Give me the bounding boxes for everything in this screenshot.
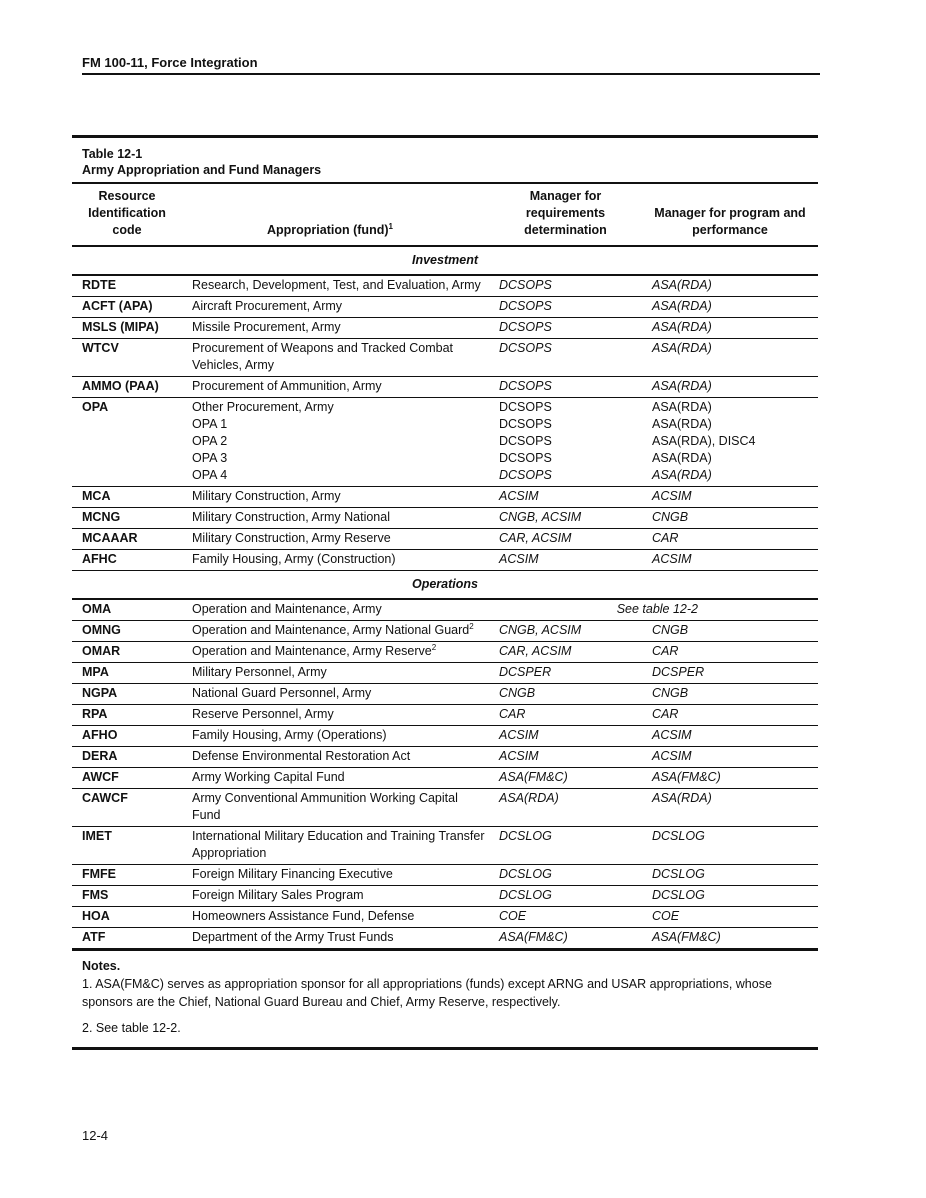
row-code: MSLS (MIPA): [72, 318, 182, 339]
section-label: Operations: [72, 571, 818, 600]
row-appropriation: Military Construction, Army: [182, 487, 489, 508]
row-appropriation: [182, 642, 489, 663]
notes-title: Notes.: [82, 959, 121, 973]
row-code: NGPA: [72, 684, 182, 705]
opa-req: DCSOPS: [499, 434, 552, 448]
row-program-manager: DCSLOG: [642, 827, 818, 865]
table-row: [72, 297, 818, 318]
opa-req: DCSOPS: [499, 400, 552, 414]
row-program-manager: CAR: [642, 705, 818, 726]
row-requirements-manager: CAR: [489, 705, 642, 726]
row-requirements-manager: CAR, ACSIM: [489, 642, 642, 663]
row-code: AFHO: [72, 726, 182, 747]
opa-req: DCSOPS: [499, 451, 552, 465]
row-appropriation: [182, 621, 489, 642]
table-notes: [72, 949, 818, 1047]
row-program-manager: ASA(RDA): [642, 789, 818, 827]
footnote-marker: 2: [469, 621, 474, 631]
table-row: [72, 529, 818, 550]
row-requirements-manager: [489, 398, 642, 487]
row-code: MCA: [72, 487, 182, 508]
table-row: [72, 508, 818, 529]
row-code: ACFT (APA): [72, 297, 182, 318]
page-header: FM 100-11, Force Integration: [82, 55, 820, 75]
row-requirements-manager: ACSIM: [489, 550, 642, 571]
table-row: [72, 663, 818, 684]
row-program-manager: CNGB: [642, 684, 818, 705]
row-program-manager: DCSLOG: [642, 886, 818, 907]
opa-subitem: OPA 3: [192, 451, 228, 465]
row-program-manager: CNGB: [642, 508, 818, 529]
opa-prog: ASA(RDA), DISC4: [652, 434, 756, 448]
table-row: [72, 642, 818, 663]
table-row: [72, 705, 818, 726]
col-header-code: Resource Identification code: [72, 184, 182, 246]
row-program-manager: ASA(RDA): [642, 339, 818, 377]
row-program-manager: ASA(RDA): [642, 275, 818, 297]
row-appropriation: Procurement of Ammunition, Army: [182, 377, 489, 398]
row-appropriation: Family Housing, Army (Operations): [182, 726, 489, 747]
row-program-manager: DCSLOG: [642, 865, 818, 886]
fund-managers-table: [72, 184, 818, 949]
note-1: 1. ASA(FM&C) serves as appropriation sponsor for all appropriations (funds) except ARNG and USAR appropriations, whose sponsors are the Chief, National Guard Bureau and Chief, Army Reserve, respectively.: [82, 977, 772, 1009]
row-requirements-manager: DCSOPS: [489, 377, 642, 398]
row-see-table: See table 12-2: [489, 599, 818, 621]
row-appropriation: International Military Education and Training Transfer Appropriation: [182, 827, 489, 865]
opa-prog: ASA(RDA): [652, 400, 712, 414]
table-row: [72, 886, 818, 907]
row-program-manager: CAR: [642, 529, 818, 550]
row-code: MCNG: [72, 508, 182, 529]
note-2: 2. See table 12-2.: [82, 1021, 181, 1035]
row-appropriation: Defense Environmental Restoration Act: [182, 747, 489, 768]
row-code: OMA: [72, 599, 182, 621]
table-title: Army Appropriation and Fund Managers: [82, 163, 322, 177]
row-program-manager: CNGB: [642, 621, 818, 642]
table-row: [72, 550, 818, 571]
row-requirements-manager: COE: [489, 907, 642, 928]
row-appropriation: Military Personnel, Army: [182, 663, 489, 684]
header-row: [72, 184, 818, 246]
row-program-manager: CAR: [642, 642, 818, 663]
row-code: FMS: [72, 886, 182, 907]
row-program-manager: ACSIM: [642, 726, 818, 747]
row-code: RPA: [72, 705, 182, 726]
row-code: DERA: [72, 747, 182, 768]
row-requirements-manager: DCSLOG: [489, 865, 642, 886]
table-row: [72, 684, 818, 705]
table-row: [72, 768, 818, 789]
table-row: [72, 275, 818, 297]
opa-subitem: OPA 1: [192, 417, 228, 431]
appropriation-table: [72, 135, 818, 1050]
row-code: MPA: [72, 663, 182, 684]
table-caption: [72, 138, 818, 184]
row-requirements-manager: DCSLOG: [489, 827, 642, 865]
row-code: OPA: [72, 398, 182, 487]
row-code: RDTE: [72, 275, 182, 297]
opa-subitem: OPA 2: [192, 434, 228, 448]
row-appropriation: Family Housing, Army (Construction): [182, 550, 489, 571]
section-operations: [72, 571, 818, 600]
row-appropriation: [182, 398, 489, 487]
row-requirements-manager: CNGB, ACSIM: [489, 621, 642, 642]
col-header-appropriation-label: Appropriation (fund): [267, 223, 389, 237]
table-row: [72, 907, 818, 928]
row-appropriation-text: Operation and Maintenance, Army Reserve: [192, 644, 432, 658]
footnote-marker: 2: [431, 642, 437, 652]
row-program-manager: ACSIM: [642, 550, 818, 571]
row-program-manager: [642, 398, 818, 487]
row-code: FMFE: [72, 865, 182, 886]
row-program-manager: ASA(RDA): [642, 377, 818, 398]
row-code: OMNG: [72, 621, 182, 642]
row-requirements-manager: ACSIM: [489, 726, 642, 747]
opa-name: Other Procurement, Army: [192, 400, 334, 414]
row-code: OMAR: [72, 642, 182, 663]
row-appropriation: Military Construction, Army Reserve: [182, 529, 489, 550]
table-row: [72, 377, 818, 398]
row-requirements-manager: DCSOPS: [489, 339, 642, 377]
opa-subitem: OPA 4: [192, 468, 228, 482]
table-row: [72, 827, 818, 865]
row-requirements-manager: CNGB, ACSIM: [489, 508, 642, 529]
row-code: AFHC: [72, 550, 182, 571]
row-requirements-manager: ASA(FM&C): [489, 928, 642, 949]
row-appropriation: Operation and Maintenance, Army: [182, 599, 489, 621]
row-code: IMET: [72, 827, 182, 865]
row-appropriation: Reserve Personnel, Army: [182, 705, 489, 726]
page-number: 12-4: [82, 1128, 109, 1143]
row-appropriation-text: Operation and Maintenance, Army National Guard: [192, 623, 470, 637]
row-requirements-manager: DCSOPS: [489, 318, 642, 339]
table-row: [72, 621, 818, 642]
opa-prog: ASA(RDA): [652, 451, 712, 465]
col-header-program: Manager for program and performance: [642, 184, 818, 246]
row-requirements-manager: DCSLOG: [489, 886, 642, 907]
row-requirements-manager: ASA(FM&C): [489, 768, 642, 789]
opa-prog: ASA(RDA): [652, 468, 712, 482]
row-appropriation: Procurement of Weapons and Tracked Combat Vehicles, Army: [182, 339, 489, 377]
row-program-manager: COE: [642, 907, 818, 928]
table-row: [72, 487, 818, 508]
row-program-manager: ACSIM: [642, 747, 818, 768]
table-row: [72, 339, 818, 377]
table-row: [72, 747, 818, 768]
opa-req: DCSOPS: [499, 468, 552, 482]
row-appropriation: Army Conventional Ammunition Working Capital Fund: [182, 789, 489, 827]
row-program-manager: ASA(RDA): [642, 318, 818, 339]
row-requirements-manager: CNGB: [489, 684, 642, 705]
row-code: AMMO (PAA): [72, 377, 182, 398]
row-code: WTCV: [72, 339, 182, 377]
row-requirements-manager: DCSOPS: [489, 297, 642, 318]
opa-req: DCSOPS: [499, 417, 552, 431]
row-appropriation: Military Construction, Army National: [182, 508, 489, 529]
row-requirements-manager: CAR, ACSIM: [489, 529, 642, 550]
row-appropriation: Research, Development, Test, and Evaluation, Army: [182, 275, 489, 297]
row-appropriation: Department of the Army Trust Funds: [182, 928, 489, 949]
row-appropriation: National Guard Personnel, Army: [182, 684, 489, 705]
table-row: [72, 865, 818, 886]
table-number: Table 12-1: [82, 147, 143, 161]
row-code: CAWCF: [72, 789, 182, 827]
row-program-manager: ASA(RDA): [642, 297, 818, 318]
opa-prog: ASA(RDA): [652, 417, 712, 431]
row-requirements-manager: ACSIM: [489, 487, 642, 508]
table-row-opa: [72, 398, 818, 487]
table-row: [72, 726, 818, 747]
table-row: [72, 318, 818, 339]
row-appropriation: Homeowners Assistance Fund, Defense: [182, 907, 489, 928]
row-program-manager: DCSPER: [642, 663, 818, 684]
row-appropriation: Foreign Military Financing Executive: [182, 865, 489, 886]
row-requirements-manager: ASA(RDA): [489, 789, 642, 827]
row-program-manager: ASA(FM&C): [642, 768, 818, 789]
row-code: HOA: [72, 907, 182, 928]
row-code: MCAAAR: [72, 529, 182, 550]
col-header-requirements: Manager for requirements determination: [489, 184, 642, 246]
row-appropriation: Foreign Military Sales Program: [182, 886, 489, 907]
row-requirements-manager: ACSIM: [489, 747, 642, 768]
row-code: ATF: [72, 928, 182, 949]
row-appropriation: Aircraft Procurement, Army: [182, 297, 489, 318]
row-appropriation: Missile Procurement, Army: [182, 318, 489, 339]
table-row: [72, 928, 818, 949]
col-header-appropriation: [182, 184, 489, 246]
table-row: [72, 599, 818, 621]
table-row: [72, 789, 818, 827]
row-requirements-manager: DCSPER: [489, 663, 642, 684]
footnote-marker: 1: [388, 221, 393, 231]
row-program-manager: ASA(FM&C): [642, 928, 818, 949]
section-investment: [72, 246, 818, 275]
row-program-manager: ACSIM: [642, 487, 818, 508]
section-label: Investment: [72, 246, 818, 275]
row-requirements-manager: DCSOPS: [489, 275, 642, 297]
row-appropriation: Army Working Capital Fund: [182, 768, 489, 789]
row-code: AWCF: [72, 768, 182, 789]
